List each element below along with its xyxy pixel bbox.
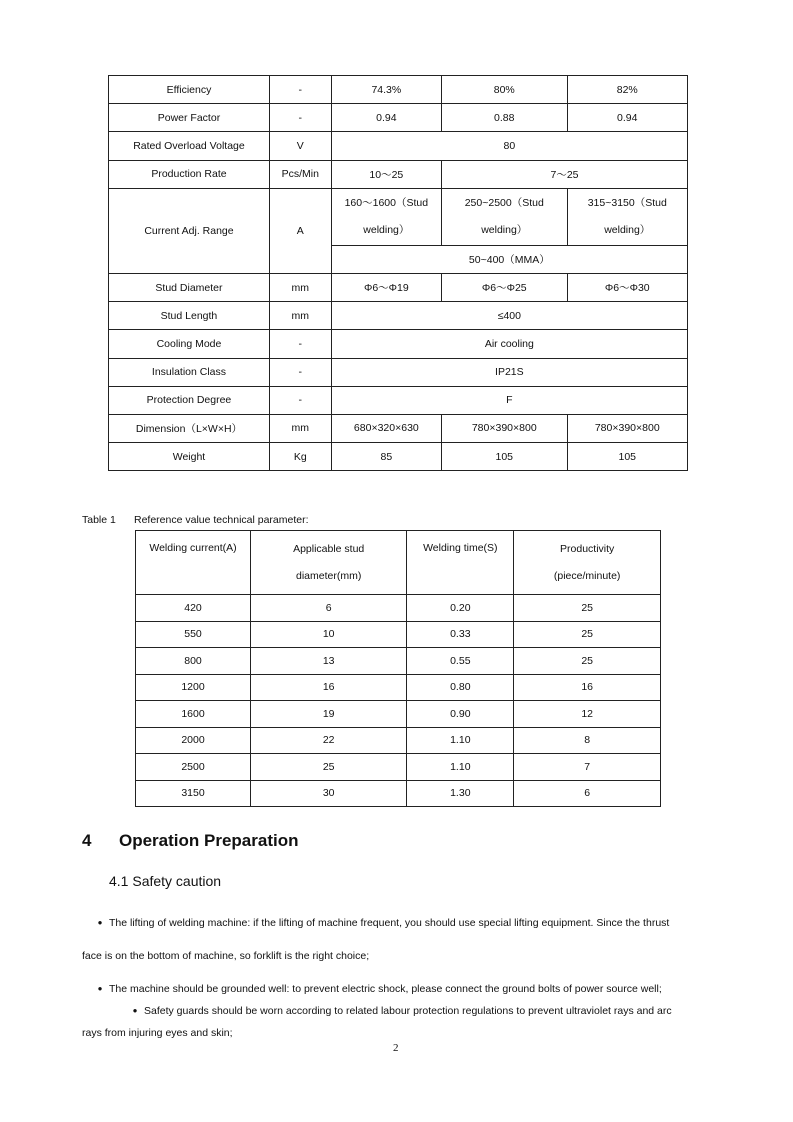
table-row <box>109 330 688 358</box>
row-label: Power Factor <box>109 104 270 132</box>
table-cell: 25 <box>514 648 661 675</box>
paragraph-text: The machine should be grounded well: to prevent electric shock, please connect the ground bolts of power source well; <box>109 983 662 995</box>
cell-line: 250~2500（Stud <box>464 196 544 209</box>
subsection-title: 4.1 Safety caution <box>109 873 222 889</box>
table-row <box>136 595 661 622</box>
column-header: Welding current(A) <box>136 531 251 595</box>
row-label: Insulation Class <box>109 358 270 386</box>
table-cell: Φ6～Φ30 <box>567 273 687 301</box>
table-row <box>136 701 661 728</box>
table-cell: 7 <box>514 754 661 781</box>
header-line: (piece/minute) <box>553 569 621 582</box>
row-unit: Kg <box>269 443 331 471</box>
table-cell: 12 <box>514 701 661 728</box>
table-cell: 10～25 <box>331 160 441 188</box>
row-label: Rated Overload Voltage <box>109 132 270 160</box>
table-cell: 1200 <box>136 674 251 701</box>
bullet-paragraph <box>126 1005 672 1017</box>
row-unit: mm <box>269 273 331 301</box>
table-cell <box>567 188 687 245</box>
row-unit: mm <box>269 414 331 442</box>
paragraph-continuation: face is on the bottom of machine, so forklift is the right choice; <box>82 950 370 962</box>
table-row <box>109 160 688 188</box>
row-label: Stud Length <box>109 302 270 330</box>
table-row <box>136 754 661 781</box>
table-cell: 19 <box>251 701 407 728</box>
reference-table <box>135 530 661 807</box>
table-cell: 16 <box>514 674 661 701</box>
section-number: 4 <box>82 831 92 850</box>
table-header-row <box>136 531 661 595</box>
table-cell: 550 <box>136 621 251 648</box>
table-row <box>109 188 688 245</box>
column-header <box>514 531 661 595</box>
table-cell: 7～25 <box>442 160 688 188</box>
table-cell: 800 <box>136 648 251 675</box>
table-row <box>136 727 661 754</box>
spec-table <box>108 75 688 471</box>
table-cell: 30 <box>251 780 407 807</box>
table-row <box>109 386 688 414</box>
table-cell: 420 <box>136 595 251 622</box>
header-line: Productivity <box>560 542 615 555</box>
table-cell: 74.3% <box>331 76 441 104</box>
table-row <box>109 273 688 301</box>
row-unit: V <box>269 132 331 160</box>
table-row <box>109 76 688 104</box>
row-unit: - <box>269 104 331 132</box>
table-cell: 0.20 <box>407 595 514 622</box>
header-line: Applicable stud <box>293 542 365 555</box>
cell-line: welding） <box>481 223 528 236</box>
table-caption-text: Reference value technical parameter: <box>134 514 309 526</box>
row-label: Cooling Mode <box>109 330 270 358</box>
row-unit: - <box>269 76 331 104</box>
cell-line: welding） <box>604 223 651 236</box>
table-cell: Φ6～Φ25 <box>442 273 568 301</box>
row-label: Production Rate <box>109 160 270 188</box>
row-label: Efficiency <box>109 76 270 104</box>
table-cell: 50~400（MMA） <box>331 245 687 273</box>
table-cell: 680×320×630 <box>331 414 441 442</box>
table-cell: ≤400 <box>331 302 687 330</box>
table-cell: 0.90 <box>407 701 514 728</box>
table-row <box>136 621 661 648</box>
table-caption-label: Table 1 <box>82 514 116 526</box>
table-cell: Φ6～Φ19 <box>331 273 441 301</box>
table-cell: 1.30 <box>407 780 514 807</box>
table-cell: 1600 <box>136 701 251 728</box>
row-label: Dimension（L×W×H） <box>109 414 270 442</box>
table-cell: F <box>331 386 687 414</box>
table-cell: IP21S <box>331 358 687 386</box>
table-cell: 10 <box>251 621 407 648</box>
paragraph-continuation: rays from injuring eyes and skin; <box>82 1027 233 1039</box>
row-unit: A <box>269 188 331 273</box>
table-cell <box>331 188 441 245</box>
cell-line: 315~3150（Stud <box>587 196 667 209</box>
table-cell: 6 <box>251 595 407 622</box>
table-cell: 105 <box>442 443 568 471</box>
header-line: diameter(mm) <box>296 569 362 582</box>
bullet-icon: ● <box>97 984 103 993</box>
table-row <box>109 443 688 471</box>
row-unit: mm <box>269 302 331 330</box>
cell-line: welding） <box>363 223 410 236</box>
table-cell: 2500 <box>136 754 251 781</box>
table-cell: 25 <box>251 754 407 781</box>
table-cell: 0.33 <box>407 621 514 648</box>
table-cell: 25 <box>514 595 661 622</box>
table-cell: 16 <box>251 674 407 701</box>
table-cell: 1.10 <box>407 754 514 781</box>
table-row <box>136 648 661 675</box>
table-row <box>136 780 661 807</box>
row-label: Stud Diameter <box>109 273 270 301</box>
table-cell: 13 <box>251 648 407 675</box>
table-cell: 1.10 <box>407 727 514 754</box>
table-row <box>109 132 688 160</box>
page-number: 2 <box>393 1042 399 1054</box>
table-cell <box>442 188 568 245</box>
table-row <box>109 358 688 386</box>
column-header <box>251 531 407 595</box>
table-cell: 0.94 <box>567 104 687 132</box>
table-cell: 2000 <box>136 727 251 754</box>
table-cell: 80 <box>331 132 687 160</box>
table-cell: 6 <box>514 780 661 807</box>
table-cell: 780×390×800 <box>442 414 568 442</box>
table-row <box>109 414 688 442</box>
row-label: Protection Degree <box>109 386 270 414</box>
section-title: Operation Preparation <box>119 831 299 850</box>
table-cell: 22 <box>251 727 407 754</box>
table-row <box>136 674 661 701</box>
table-cell: 3150 <box>136 780 251 807</box>
table-cell: Air cooling <box>331 330 687 358</box>
bullet-paragraph <box>91 917 669 929</box>
table-cell: 105 <box>567 443 687 471</box>
paragraph-text: The lifting of welding machine: if the lifting of machine frequent, you should use special lifting equipment. Since the thrust <box>109 917 670 929</box>
row-unit: Pcs/Min <box>269 160 331 188</box>
table-cell: 85 <box>331 443 441 471</box>
bullet-icon: ● <box>97 918 103 927</box>
row-unit: - <box>269 330 331 358</box>
row-label: Weight <box>109 443 270 471</box>
paragraph-text: Safety guards should be worn according to related labour protection regulations to prevent ultraviolet rays and arc <box>144 1005 672 1017</box>
table-cell: 8 <box>514 727 661 754</box>
table-cell: 25 <box>514 621 661 648</box>
table-cell: 82% <box>567 76 687 104</box>
bullet-icon: ● <box>132 1006 138 1015</box>
table-row <box>109 302 688 330</box>
table-cell: 0.88 <box>442 104 568 132</box>
column-header: Welding time(S) <box>407 531 514 595</box>
table-cell: 780×390×800 <box>567 414 687 442</box>
table-cell: 80% <box>442 76 568 104</box>
table-cell: 0.55 <box>407 648 514 675</box>
table-cell: 0.94 <box>331 104 441 132</box>
bullet-paragraph <box>91 983 662 995</box>
cell-line: 160～1600（Stud <box>344 196 429 209</box>
row-unit: - <box>269 358 331 386</box>
table-cell: 0.80 <box>407 674 514 701</box>
table-row <box>109 104 688 132</box>
row-unit: - <box>269 386 331 414</box>
row-label: Current Adj. Range <box>109 188 270 273</box>
